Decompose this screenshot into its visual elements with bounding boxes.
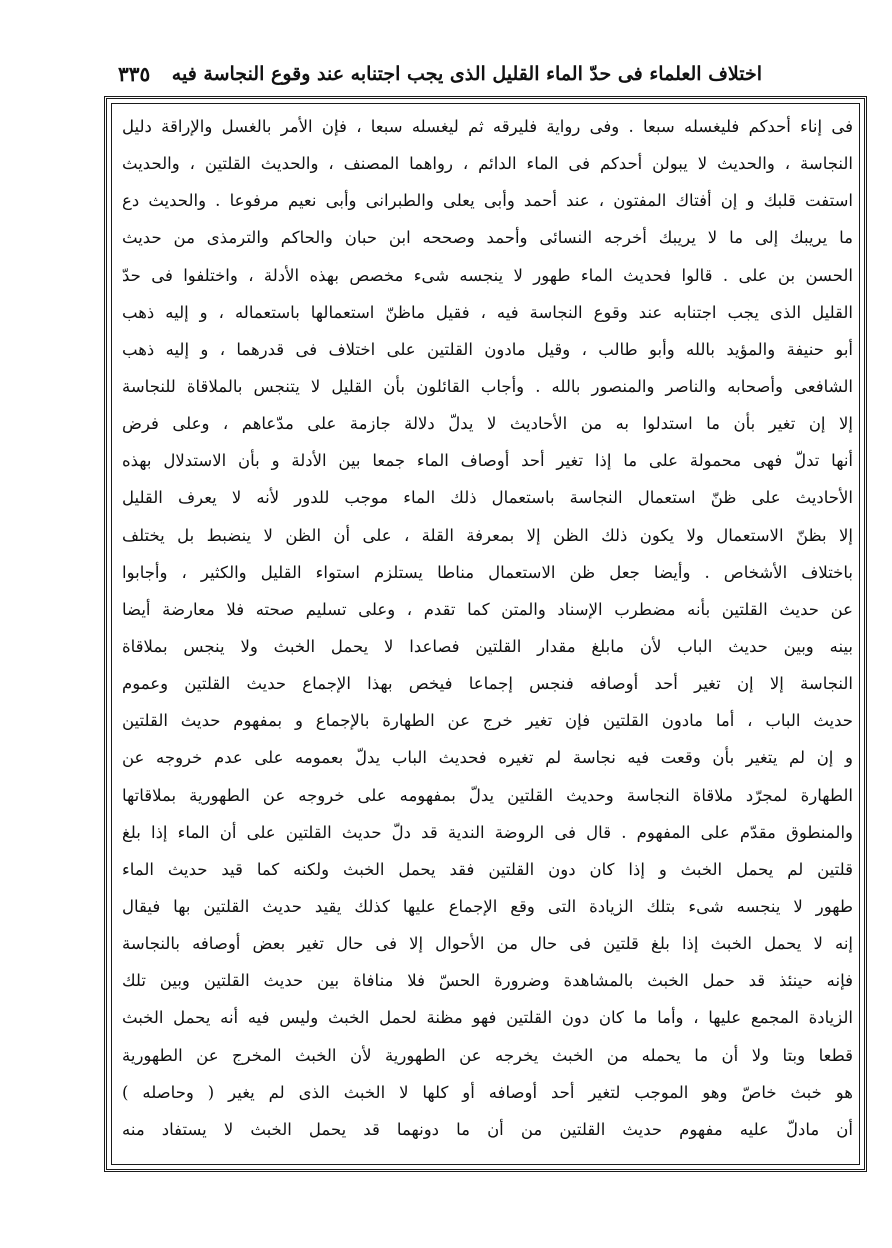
text-line: أن مادلّ عليه مفهوم حديث القلتين من أن ما دونهما قد يحمل الخبث لا يستفاد منه (122, 1119, 853, 1139)
text-line: هو خبث خاصّ وهو الموجب لتغير أحد أوصافه أو كلها لا الخبث الذى لم يغير ( وحاصله ) (122, 1082, 853, 1102)
text-line: فى إناء أحدكم فليغسله سبعا . وفى رواية فليرقه ثم ليغسله سبعا ، فإن الأمر بالغسل والإراقة دليل (122, 117, 853, 136)
body-text (122, 108, 853, 1148)
text-line: إلا بظنّ الاستعمال ولا يكون ذلك الظن إلا بمعرفة القلة ، على أن الظن لا ينضبط بل يختلف (122, 525, 853, 545)
text-line: بينه وبين حديث الباب لأن مابلغ مقدار القلتين فصاعدا لا يحمل الخبث ولا ينجس بملاقاة (122, 636, 853, 656)
text-line: حديث الباب ، أما مادون القلتين فإن تغير خرج عن الطهارة بالإجماع و بمفهوم حديث القلتين (122, 711, 853, 731)
running-header (118, 56, 762, 92)
text-line: طهور لا ينجسه شىء بتلك الزيادة التى وقع الإجماع عليها كذلك يقيد حديث القلتين بها فيقال (122, 896, 853, 916)
text-line: الحسن بن على . قالوا فحديث الماء طهور لا ينجسه شىء مخصص بهذه الأدلة ، واختلفوا فى حدّ (122, 265, 853, 285)
page-number: ٣٣٥ (118, 62, 151, 86)
text-line: قلتين لم يحمل الخبث و إذا كان دون القلتين فقد يحمل الخبث ولكنه كما قيد حديث الماء (122, 859, 853, 879)
text-line: القليل الذى يجب اجتنابه عند وقوع النجاسة فيه ، فقيل ماظنّ استعمالها باستعماله ، و إليه ذهب (122, 302, 853, 322)
text-line: إنه لا يحمل الخبث إذا بلغ قلتين فى حال من الأحوال إلا فى حال تغير بعض أوصافه بالنجاسة (122, 934, 853, 954)
text-line: الطهارة لمجرّد ملاقاة النجاسة وحديث القلتين يدلّ بمفهومه على خروجه عن الطهورية بملاقاتها (122, 785, 853, 805)
text-line: والمنطوق مقدّم على المفهوم . قال فى الروضة الندية قد دلّ حديث القلتين على أن الماء إذا بلغ (122, 822, 853, 842)
text-line: إلا إن تغير بأن ما استدلوا به من الأحاديث لا يدلّ دلالة جازمة على مدّعاهم ، وعلى فرض (122, 414, 853, 434)
text-line: فإنه حينئذ قد حمل الخبث بالمشاهدة وضرورة الحسّ فلا منافاة بين حديث القلتين وبين تلك (122, 971, 853, 991)
text-line: استفت قلبك و إن أفتاك المفتون ، عند أحمد وأبى يعلى والطبرانى وأبى نعيم مرفوعا . والحديث دع (122, 191, 853, 211)
text-line: و إن لم يتغير بأن وقعت فيه نجاسة لم تغيره فحديث الباب يدلّ بعمومه على عدم خروجه عن (122, 748, 853, 768)
text-line: النجاسة ، والحديث لا يبولن أحدكم فى الماء الدائم ، رواهما المصنف ، والحديث القلتين ، والحديث (122, 154, 853, 174)
text-line: الشافعى وأصحابه والناصر والمنصور بالله . وأجاب القائلون بأن القليل لا يتنجس بالملاقاة للنجاسة (122, 376, 853, 396)
text-line: الزيادة المجمع عليها ، وأما ما كان دون القلتين فهو مظنة لحمل الخبث وليس فيه أنه يحمل الخبث (122, 1008, 853, 1028)
text-line: أبو حنيفة والمؤيد بالله وأبو طالب ، وقيل مادون القلتين على اختلاف فى قدرهما ، و إليه ذهب (122, 339, 853, 359)
text-line: الأحاديث على ظنّ استعمال النجاسة باستعمال ذلك الماء موجب للدور لأنه لا يعرف القليل (122, 488, 853, 508)
text-line: عن حديث القلتين بأنه مضطرب الإسناد والمتن كما تقدم ، وعلى تسليم صحته فلا معارضة أيضا (122, 599, 853, 619)
text-line: أنها تدلّ فهى محمولة على ما إذا تغير أحد أوصاف الماء جمعا بين الأدلة و بأن الاستدلال بهذه (122, 451, 853, 471)
text-line: ما يريبك إلى ما لا يريبك أخرجه النسائى وأحمد وصححه ابن حبان والحاكم والترمذى من حديث (122, 228, 853, 248)
text-line: قطعا وبتا ولا أن ما يحمله من الخبث يخرجه عن الطهورية لأن الخبث المخرج عن الطهورية (122, 1045, 853, 1065)
text-line: النجاسة إلا إن تغير أحد أوصافه فنجس إجماعا فيخص بهذا الإجماع حديث القلتين وعموم (122, 674, 853, 694)
header-title: اختلاف العلماء فى حدّ الماء القليل الذى يجب اجتنابه عند وقوع النجاسة فيه (171, 63, 762, 85)
text-line: باختلاف الأشخاص . وأيضا جعل ظن الاستعمال مناطا يستلزم استواء القليل والكثير ، وأجابوا (122, 562, 853, 582)
